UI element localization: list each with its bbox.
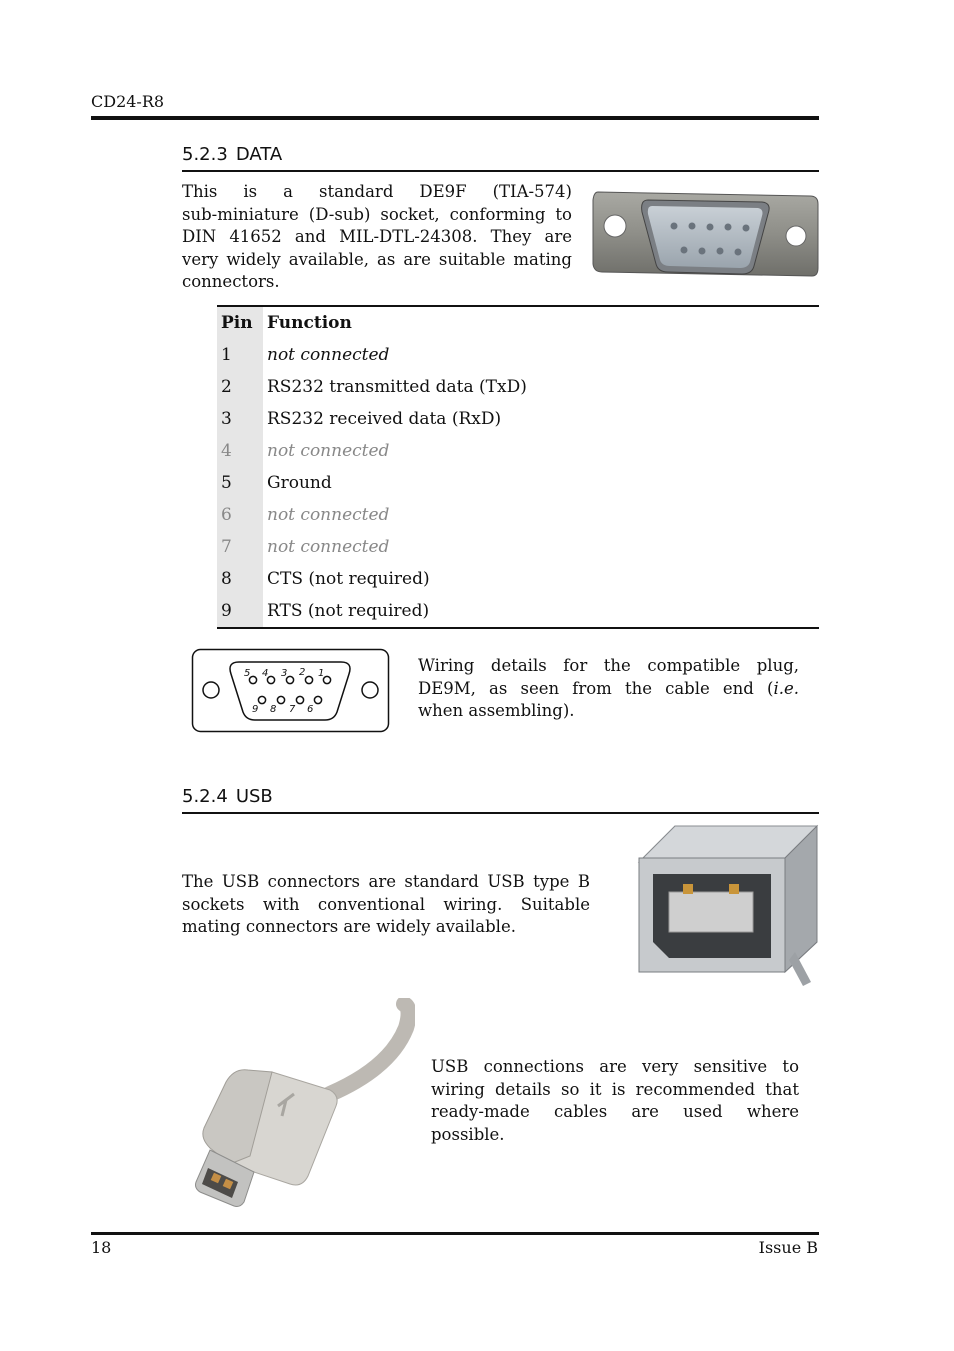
usb-line: The USB connectors are standard USB type B [182,872,590,891]
wiring-emphasis: i.e. [773,678,799,698]
usb-b-socket-photo [635,822,820,990]
usb-line: mating connectors are widely available. [182,917,516,937]
wiring-line [418,678,799,701]
pin-function: RTS (not required) [267,601,430,621]
usb-paragraph-2 [431,1056,799,1146]
section-title: DATA [235,144,283,165]
pin-function: CTS (not required) [267,569,430,589]
section-number: 5.2.3 [182,144,228,165]
diagram-pin-label: 5 [244,668,251,679]
pin-function: not connected [267,505,390,525]
header-rule [91,116,819,120]
pin-function: not connected [267,537,390,557]
usb-line: ready-made cables are used where [431,1102,799,1122]
de9m-wiring-diagram [191,648,391,734]
pin-number: 7 [217,531,263,563]
table-row [217,435,819,467]
intro-line: This is a standard DE9F (TIA-574) [182,182,572,201]
document-id: CD24-R8 [91,92,165,111]
pin-number: 1 [217,339,263,371]
pin-function: RS232 transmitted data (TxD) [267,377,527,397]
pin-number: 5 [217,467,263,499]
pin-number: 3 [217,403,263,435]
pin-number: 2 [217,371,263,403]
section-title: USB [235,786,273,807]
section-rule [182,170,819,172]
diagram-pin-label: 8 [270,704,277,715]
usb-line: possible. [431,1124,505,1144]
footer-rule [91,1232,819,1235]
usb-line: USB connections are very sensitive to [431,1057,799,1076]
table-row [217,339,819,371]
section-rule [182,812,819,814]
diagram-pin-label: 1 [318,668,325,679]
section-heading-usb [182,786,273,807]
intro-line: DIN 41652 and MIL-DTL-24308. They are [182,227,572,247]
wiring-line: when assembling). [418,701,575,721]
intro-line: sub-miniature (D-sub) socket, conforming to [182,204,572,224]
pin-function: Ground [267,473,332,493]
diagram-pin-label: 4 [262,668,269,679]
table-row [217,531,819,563]
usb-b-plug-photo [190,998,415,1210]
section-heading-data [182,144,282,165]
usb-paragraph-1 [182,871,590,939]
issue-label: Issue B [758,1238,818,1257]
diagram-pin-label: 2 [299,667,306,678]
table-row [217,595,819,628]
usb-line: wiring details so it is recommended that [431,1079,799,1099]
pin-number: 9 [217,595,263,628]
de9f-socket-photo [590,180,820,280]
pin-function: not connected [267,345,390,365]
usb-line: sockets with conventional wiring. Suitable [182,894,590,914]
column-header-function: Function [267,313,352,333]
intro-line: very widely available, as are suitable mating [182,249,572,269]
wiring-line: Wiring details for the compatible plug, [418,656,799,675]
pin-table [217,305,819,629]
intro-line: connectors. [182,272,280,292]
pin-function: RS232 received data (RxD) [267,409,502,429]
pin-function: not connected [267,441,390,461]
pin-number: 4 [217,435,263,467]
diagram-pin-label: 7 [289,704,296,715]
diagram-pin-label: 6 [307,704,314,715]
table-row [217,563,819,595]
diagram-pin-label: 9 [252,704,259,715]
table-header-row [217,306,819,339]
table-row [217,499,819,531]
wiring-paragraph [418,655,799,723]
table-row [217,403,819,435]
data-intro-paragraph [182,181,572,294]
wiring-text: DE9M, as seen from the cable end ( [418,678,774,698]
table-row [217,467,819,499]
table-row [217,371,819,403]
pin-number: 6 [217,499,263,531]
diagram-pin-label: 3 [281,668,288,679]
column-header-pin: Pin [217,306,263,339]
pin-number: 8 [217,563,263,595]
page-number: 18 [91,1238,112,1257]
section-number: 5.2.4 [182,786,228,807]
